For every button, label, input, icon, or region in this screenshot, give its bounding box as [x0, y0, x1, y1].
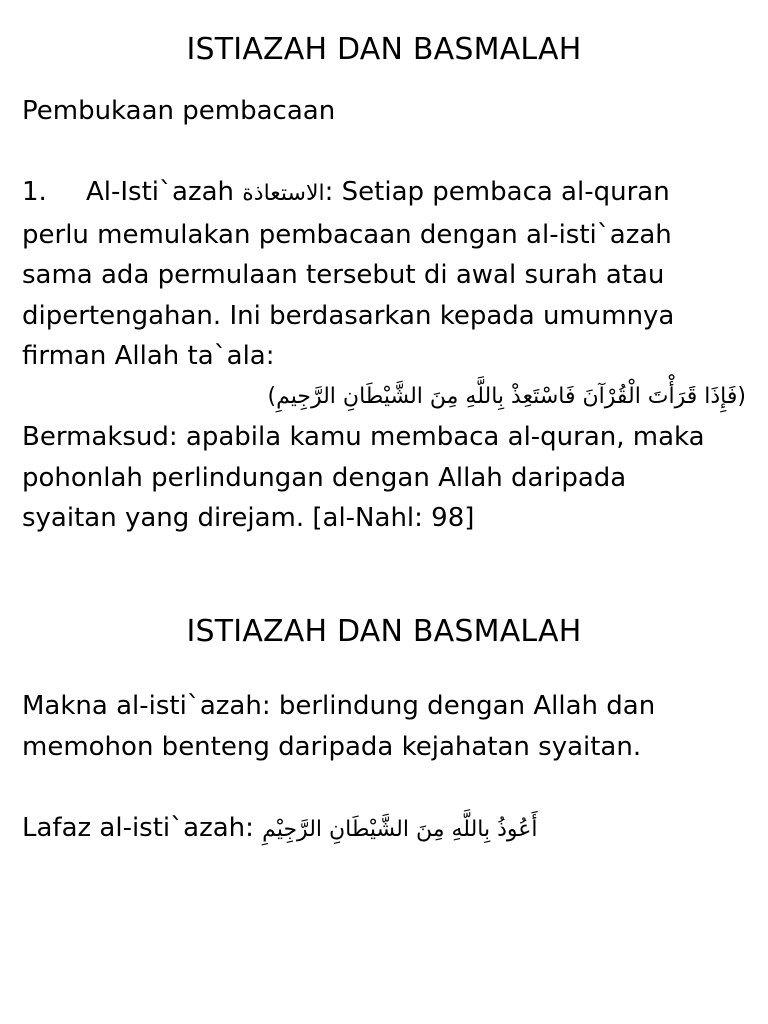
lafaz-label: Lafaz al-isti`azah:: [22, 812, 263, 843]
subtitle: Pembukaan pembacaan: [22, 96, 336, 126]
slide-content: [0, 91, 768, 539]
lafaz-line: [22, 808, 746, 851]
meaning-line: Bermaksud: apabila kamu membaca al-quran, maka: [22, 422, 705, 452]
item-term-arabic: الاستعاذة: [242, 181, 325, 206]
slide-title: ISTIAZAH DAN BASMALAH: [186, 32, 582, 67]
spacer: [22, 132, 746, 173]
slide-title: ISTIAZAH DAN BASMALAH: [186, 614, 582, 649]
slide-content: [0, 686, 768, 850]
meaning-line: pohonlah perlindungan dengan Allah daripada: [22, 462, 627, 493]
makna-line: memohon benteng daripada kejahatan syaitan.: [22, 731, 642, 762]
makna-line: Makna al-isti`azah: berlindung dengan Allah dan: [22, 691, 656, 721]
body-line: dipertengahan. Ini berdasarkan kepada umumnya: [22, 300, 675, 331]
lafaz-arabic: أَعُوذُ بِاللَّهِ مِنَ الشَّيْطَانِ الرَّجِيْمِ: [262, 816, 538, 842]
meaning-line: syaitan yang direjam. [al-Nahl: 98]: [22, 503, 475, 533]
slide-1: [0, 30, 768, 539]
body-line: firman Allah ta`ala:: [22, 341, 275, 371]
numbered-item-line: [22, 172, 746, 215]
slide-2: [0, 612, 768, 850]
quran-verse-arabic: (فَإِذَا قَرَأْتَ الْقُرْآنَ فَاسْتَعِذْ بِاللَّهِ مِنَ الشَّيْطَانِ الرَّجِيمِ): [267, 383, 746, 409]
item-number: 1.: [22, 177, 47, 207]
item-text-line: : Setiap pembaca al-quran: [324, 177, 670, 207]
body-line: sama ada permulaan tersebut di awal surah atau: [22, 260, 665, 290]
body-line: perlu memulakan pembacaan dengan al-isti`azah: [22, 219, 672, 250]
item-term: Al-Isti`azah: [86, 177, 235, 207]
spacer: [22, 767, 746, 808]
